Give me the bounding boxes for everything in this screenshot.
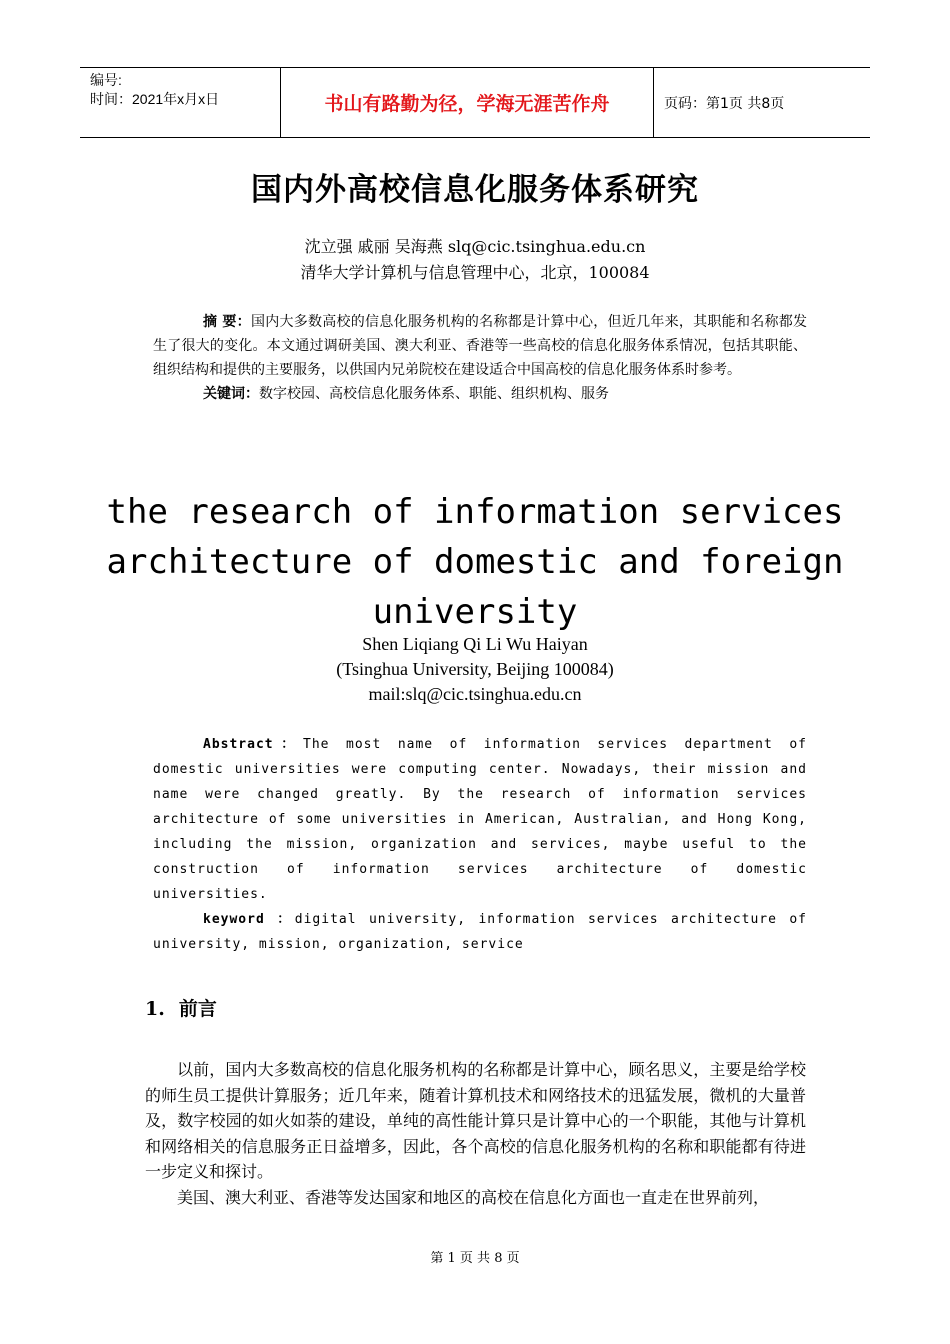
abstract-cn-text: 国内大多数高校的信息化服务机构的名称都是计算中心，但近几年来，其职能和名称都发生了很大的变化。本文通过调研美国、澳大利亚、香港等一些高校的信息化服务体系情况，包括其职能、组织结构和提供的主要服务，以供国内兄弟院校在建设适合中国高校的信息化服务体系时参考。 (153, 314, 808, 378)
abstract-cn-label: 摘 要： (203, 314, 251, 330)
title-english: the research of information services architecture of domestic and foreign university (106, 492, 844, 632)
header-number: 编号: (90, 72, 122, 88)
section-body (145, 1057, 806, 1210)
page-footer: 第 1 页 共 8 页 (430, 1251, 520, 1266)
abstract-cn-paragraph (153, 310, 807, 382)
abstract-en-text: The most name of information services department of domestic universities were computing center. Nowadays, their mission and name were changed greatly. By the research of information services architecture of some universities in American, Australian, and Hong Kong, including the mission, organization and services, maybe useful to the construction of information services architecture of domestic universities. (153, 737, 807, 902)
header-page-info: 页码：第1页 共8页 (664, 95, 785, 112)
keywords-en-text: digital university, information services architecture of university, mission, organization, service (153, 912, 807, 952)
author-names-cn: 沈立强 戚丽 吴海燕 slq@cic.tsinghua.edu.cn (304, 237, 646, 256)
keywords-en-paragraph (153, 907, 807, 957)
keywords-cn-paragraph (153, 382, 807, 406)
author-affiliation-cn: 清华大学计算机与信息管理中心，北京，100084 (300, 263, 650, 282)
keywords-en-label: keyword ： (203, 912, 295, 927)
title-chinese: 国内外高校信息化服务体系研究 (251, 172, 699, 208)
section-heading (145, 994, 217, 1021)
section-title: 前言 (178, 998, 217, 1020)
body-paragraph: 美国、澳大利亚、香港等发达国家和地区的高校在信息化方面也一直走在世界前列， (177, 1187, 770, 1207)
authors-english (0, 632, 950, 707)
author-email-en: mail:slq@cic.tsinghua.edu.cn (368, 684, 582, 704)
abstract-english (153, 732, 807, 957)
header-meta (80, 68, 281, 137)
author-affiliation-en: (Tsinghua University, Beijing 100084) (336, 659, 614, 679)
body-paragraph: 以前，国内大多数高校的信息化服务机构的名称都是计算中心，顾名思义，主要是给学校的师生员工提供计算服务；近几年来，随着计算机技术和网络技术的迅猛发展，微机的大量普及，数字校园的如火如荼的建设，单纯的高性能计算只是计算中心的一个职能，其他与计算机和网络相关的信息服务正日益增多，因此，各个高校的信息化服务机构的名称和职能都有待进一步定义和探讨。 (145, 1060, 806, 1181)
abstract-chinese (153, 310, 807, 406)
author-names-en: Shen Liqiang Qi Li Wu Haiyan (362, 634, 588, 654)
abstract-en-label: Abstract： (203, 737, 303, 752)
authors-chinese (0, 234, 950, 286)
section-number: 1. (145, 998, 165, 1020)
abstract-en-paragraph (153, 732, 807, 907)
header-time: 时间：2021年x月x日 (90, 91, 220, 107)
keywords-cn-text: 数字校园、高校信息化服务体系、职能、组织机构、服务 (259, 386, 609, 402)
page-header (80, 67, 870, 138)
header-motto: 书山有路勤为径，学海无涯苦作舟 (281, 68, 654, 137)
keywords-cn-label: 关键词： (203, 386, 259, 402)
